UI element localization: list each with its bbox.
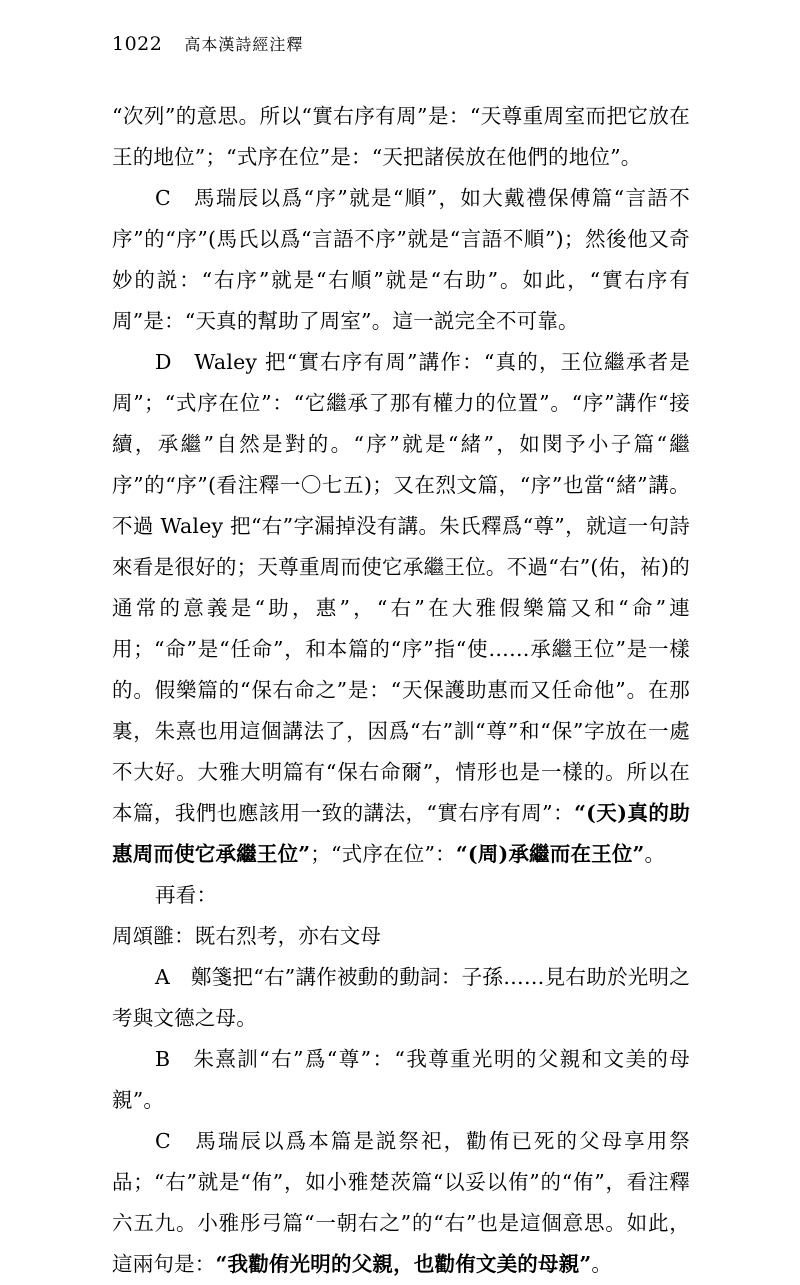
text-run: 。 bbox=[591, 1252, 613, 1276]
text-run: A 鄭箋把“右”講作被動的動詞：子孫……見右助於光明之考與文德之母。 bbox=[112, 965, 690, 1030]
text-run: 周頌雝：既右烈考，亦右文母 bbox=[112, 924, 382, 948]
paragraph bbox=[112, 96, 690, 178]
text-run: 再看： bbox=[155, 883, 218, 907]
paragraph bbox=[112, 875, 690, 916]
text-run: B 朱熹訓“右”爲“尊”：“我尊重光明的父親和文美的母親”。 bbox=[112, 1047, 690, 1112]
text-run: C 馬瑞辰以爲“序”就是“順”，如大戴禮保傅篇“言語不序”的“序”(馬氏以爲“言語不序”就是“言語不順”)；然後他又奇妙的説：“右序”就是“右順”就是“右助”。如此，“實右序有周”是：“天真的幫助了周室”。這一説完全不可靠。 bbox=[112, 186, 690, 333]
page-header bbox=[112, 32, 303, 55]
body-text bbox=[112, 96, 690, 1285]
running-title: 高本漢詩經注釋 bbox=[184, 35, 304, 54]
paragraph bbox=[112, 1121, 690, 1285]
page-number: 1022 bbox=[112, 33, 163, 55]
text-run: D Waley 把“實右序有周”講作：“真的，王位繼承者是周”；“式序在位”：“它繼承了那有權力的位置”。“序”講作“接續，承繼”自然是對的。“序”就是“緒”，如閔予小子篇“繼序”的“序”(看注釋一〇七五)；又在烈文篇，“序”也當“緒”講。不過 Waley 把“右”字漏掉没有講。朱氏釋爲“尊”，就這一句詩來看是很好的；天尊重周而使它承繼王位。不過“右”(佑，祐)的通常的意義是“助，惠”，“右”在大雅假樂篇又和“命”連用；“命”是“任命”，和本篇的“序”指“使……承繼王位”是一樣的。假樂篇的“保右命之”是：“天保護助惠而又任命他”。在那裏，朱熹也用這個講法了，因爲“右”訓“尊”和“保”字放在一處不大好。大雅大明篇有“保右命爾”，情形也是一樣的。所以在本篇，我們也應該用一致的講法，“實右序有周”： bbox=[112, 350, 690, 825]
paragraph bbox=[112, 916, 690, 957]
paragraph bbox=[112, 1039, 690, 1121]
emphasized-text: “(周)承繼而在王位” bbox=[455, 842, 645, 866]
text-run: C 馬瑞辰以爲本篇是説祭祀，勸侑已死的父母享用祭品；“右”就是“侑”，如小雅楚茨篇“以妥以侑”的“侑”，看注釋六五九。小雅彤弓篇“一朝右之”的“右”也是這個意思。如此，這兩句是： bbox=[112, 1129, 690, 1276]
text-run: ；“式序在位”： bbox=[310, 842, 456, 866]
emphasized-text: “我勸侑光明的父親，也勸侑文美的母親” bbox=[215, 1252, 592, 1276]
text-run: “次列”的意思。所以“實右序有周”是：“天尊重周室而把它放在王的地位”；“式序在位”是：“天把諸侯放在他們的地位”。 bbox=[112, 104, 690, 169]
emphasized-text: “(天)真的助惠周而使它承繼王位” bbox=[112, 801, 690, 866]
paragraph bbox=[112, 957, 690, 1039]
paragraph bbox=[112, 342, 690, 875]
paragraph bbox=[112, 178, 690, 342]
text-run: 。 bbox=[644, 842, 666, 866]
